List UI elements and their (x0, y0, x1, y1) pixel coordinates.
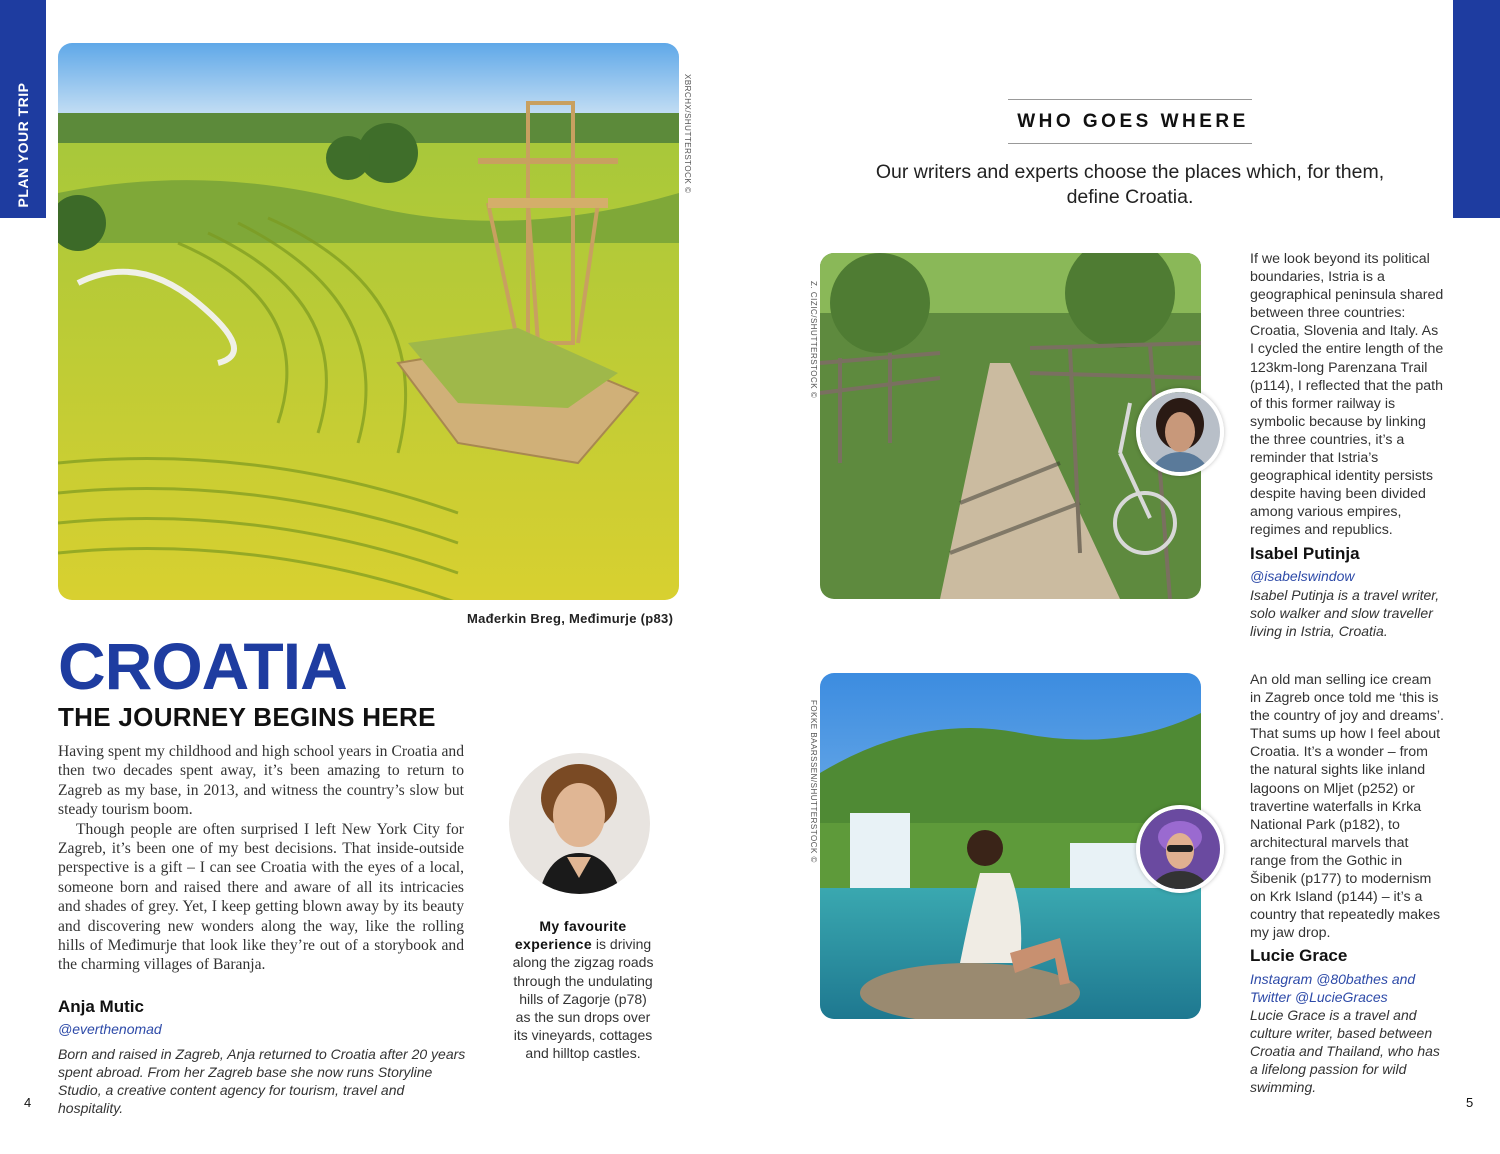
hero-caption: Mađerkin Breg, Međimurje (p83) (467, 611, 674, 626)
writer-photo-credit: FOKKE BAARSSEN/SHUTTERSTOCK © (809, 700, 818, 863)
author-name: Anja Mutic (58, 997, 144, 1016)
author-bio: Born and raised in Zagreb, Anja returned to Croatia after 20 years spent abroad. From her Zagreb base she now runs Storyline Studio, a creative content agency for tourism, travel and hospitality. (58, 1046, 466, 1116)
page-number-left: 4 (24, 1095, 32, 1110)
heading-rule-top (1008, 99, 1252, 100)
writer-handle[interactable]: Instagram @80bathes and Twitter @LucieGraces (1250, 971, 1416, 1005)
hero-photo (58, 43, 679, 600)
writer-photo-credit: Z. CIZIC/SHUTTERSTOCK © (809, 281, 818, 399)
favourite-experience (512, 917, 654, 1063)
writer-bio: Lucie Grace is a travel and culture writer, based between Croatia and Thailand, who has a lifelong passion for wild swimming. (1250, 1007, 1440, 1095)
writer-avatar (1136, 388, 1224, 476)
intro-paragraph: Though people are often surprised I left New York City for Zagreb, it’s been one of my best decisions. That inside-outside perspective is a gift – I can see Croatia with the eyes of a local, someone born and raised there and aware of all its intricacies and shades of grey. Yet, I keep getting blown away by its beauty and discovering new wonders along the way, like the rolling hills of Međimurje that look like they’re out of a storybook and the charming villages of Baranja. (58, 820, 464, 974)
page-title: CROATIA (58, 629, 347, 703)
author-avatar (509, 753, 650, 894)
writer-avatar (1136, 805, 1224, 893)
author-handle[interactable]: @everthenomad (58, 1021, 162, 1037)
writer-name: Isabel Putinja (1250, 544, 1360, 563)
section-tab (0, 0, 46, 218)
writer-handle[interactable]: @isabelswindow (1250, 568, 1355, 584)
section-intro: Our writers and experts choose the places which, for them, define Croatia. (875, 161, 1385, 208)
favourite-text: is driving along the zigzag roads through the undulating hills of Zagorje (p78) as the sun drops over its vineyards, cottages and hilltop castles. (512, 936, 654, 1062)
section-tab-label: PLAN YOUR TRIP (15, 82, 31, 208)
page-number-right: 5 (1466, 1095, 1474, 1110)
writer-text: If we look beyond its political boundaries, Istria is a geographical peninsula shared between three countries: Croatia, Slovenia and Italy. As I cycled the entire length of the 123km-long Parenzana Trail (p114), I reflected that the path of this former railway is symbolic because by linking the three countries, it’s a reminder that Istria’s geographical identity persists despite having been divided among various empires, regimes and republics. (1250, 251, 1444, 539)
writer-bio: Isabel Putinja is a travel writer, solo walker and slow traveller living in Istria, Croatia. (1250, 587, 1440, 639)
intro-text (58, 742, 464, 975)
page-subtitle: THE JOURNEY BEGINS HERE (58, 702, 436, 732)
writer-text: An old man selling ice cream in Zagreb once told me ‘this is the country of joy and dreams’. That sums up how I feel about Croatia. It’s a wonder – from the natural sights like inland lagoons on Mljet (p252) or travertine waterfalls in Krka National Park (p182), to architectural marvels that range from the Gothic in Šibenik (p177) to modernism on Krk Island (p144) – it’s a country that repeatedly makes my jaw drop. (1250, 672, 1444, 942)
favourite-label: My favourite experience (514, 918, 627, 953)
section-heading: WHO GOES WHERE (1017, 111, 1249, 132)
hero-photo-credit: XBRCHX/SHUTTERSTOCK © (683, 74, 692, 194)
heading-rule-bottom (1008, 143, 1252, 144)
intro-paragraph: Having spent my childhood and high school years in Croatia and then two decades spent away, it’s been amazing to return to Zagreb as my base, in 2013, and witness the country’s slow but steady tourism boom. (58, 743, 464, 819)
writer-name: Lucie Grace (1250, 946, 1348, 965)
section-tab-right (1453, 0, 1500, 218)
